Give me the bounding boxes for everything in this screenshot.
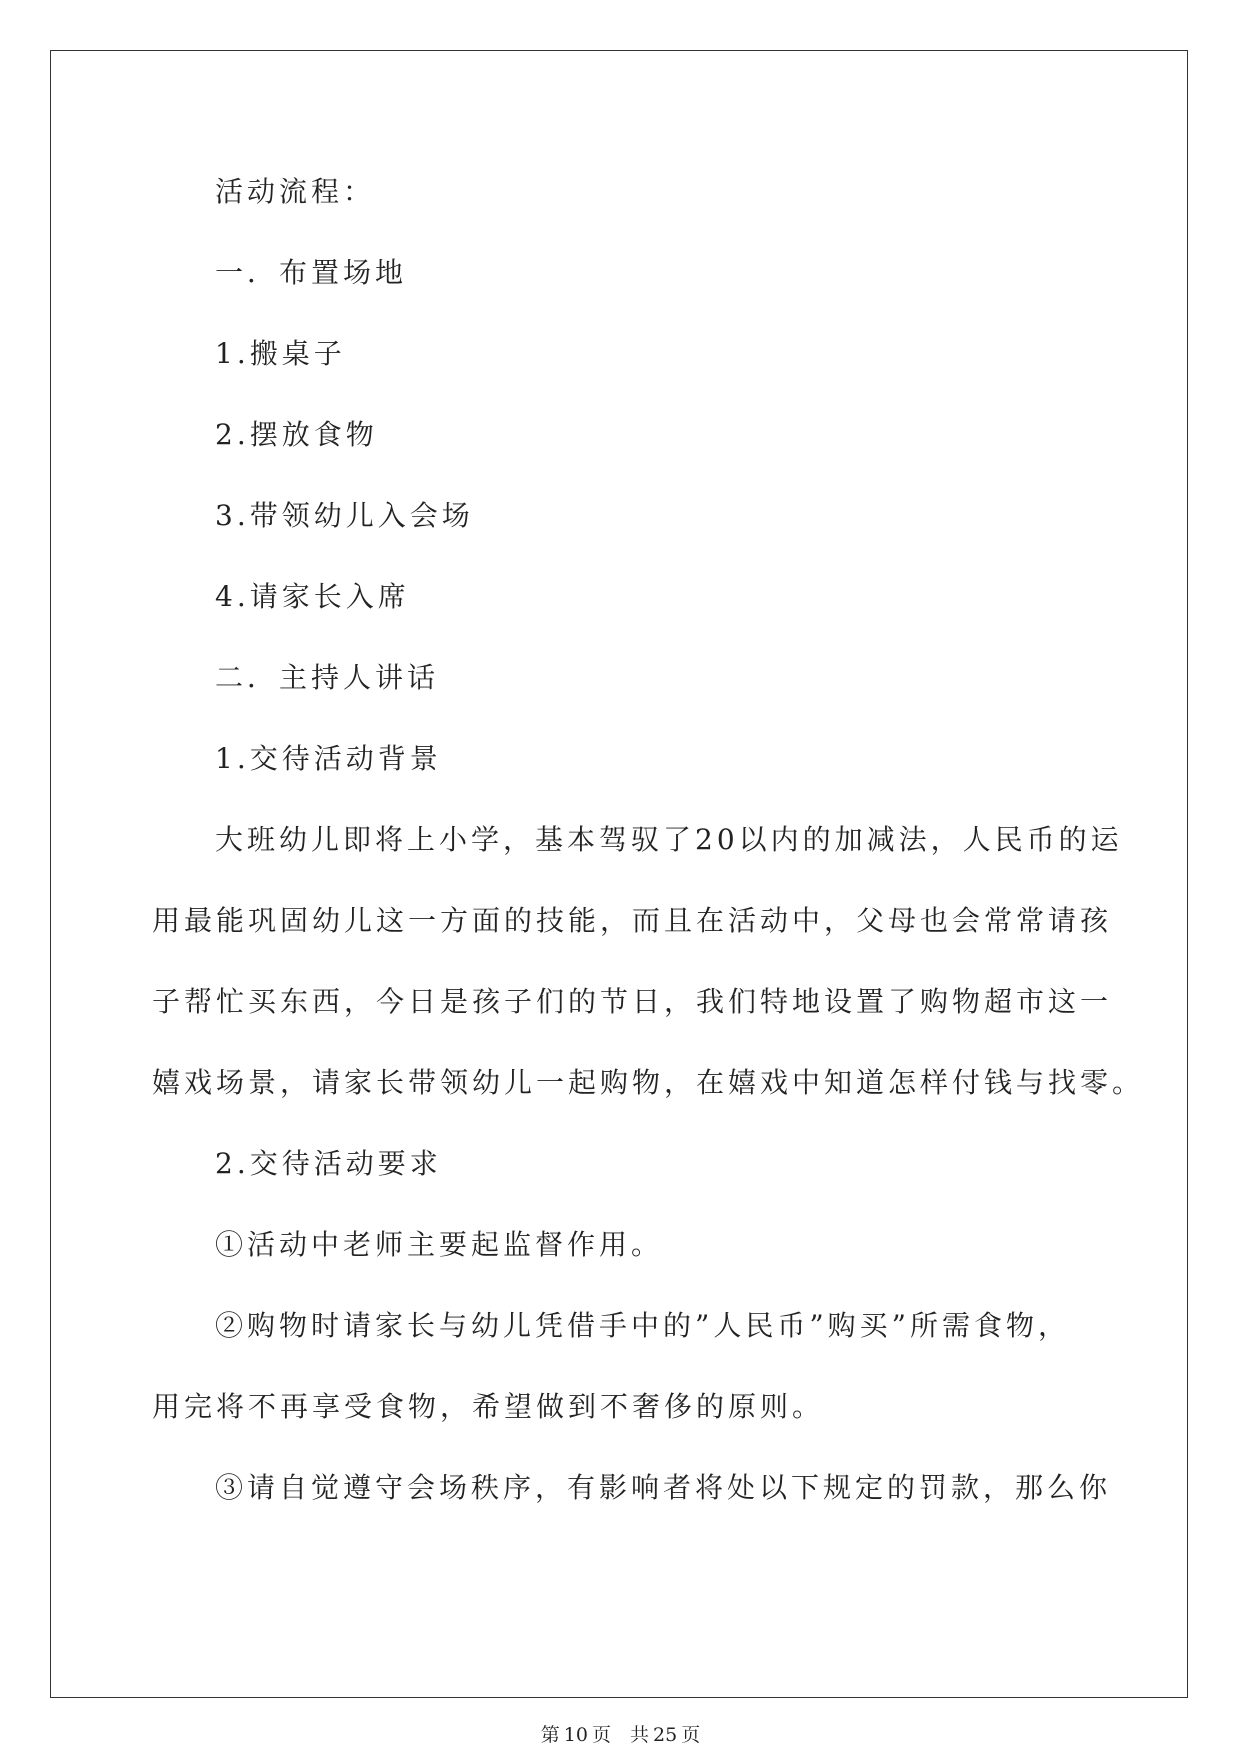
text-line: 二．主持人讲话 xyxy=(215,661,440,694)
page-total: 25 xyxy=(653,1724,678,1746)
text-line: 1.搬桌子 xyxy=(215,337,346,370)
text-line: ②购物时请家长与幼儿凭借手中的”人民币”购买”所需食物， xyxy=(215,1309,1070,1342)
text-line: 1.交待活动背景 xyxy=(215,742,442,775)
text-line: 大班幼儿即将上小学，基本驾驭了20以内的加减法，人民币的运 xyxy=(215,823,1123,856)
page-label-mid: 页 共 xyxy=(591,1724,649,1746)
text-line: 一．布置场地 xyxy=(215,256,408,289)
text-line: ③请自觉遵守会场秩序，有影响者将处以下规定的罚款，那么你 xyxy=(215,1471,1112,1504)
text-line: 4.请家长入席 xyxy=(215,580,410,613)
text-line: 3.带领幼儿入会场 xyxy=(215,499,474,532)
text-line: 2.交待活动要求 xyxy=(215,1147,442,1180)
page-label-pre: 第 xyxy=(540,1724,560,1746)
text-line: 2.摆放食物 xyxy=(215,418,378,451)
text-line: 活动流程： xyxy=(215,175,376,208)
page-label-post: 页 xyxy=(681,1724,701,1746)
page-border xyxy=(50,50,1188,1698)
text-line: ①活动中老师主要起监督作用。 xyxy=(215,1228,664,1261)
page-footer xyxy=(0,1720,1241,1747)
text-line: 用完将不再享受食物，希望做到不奢侈的原则。 xyxy=(152,1390,825,1423)
text-line: 嬉戏场景，请家长带领幼儿一起购物，在嬉戏中知道怎样付钱与找零。 xyxy=(152,1066,1145,1099)
text-line: 子帮忙买东西，今日是孩子们的节日，我们特地设置了购物超市这一 xyxy=(152,985,1113,1018)
text-line: 用最能巩固幼儿这一方面的技能，而且在活动中，父母也会常常请孩 xyxy=(152,904,1113,937)
page-current: 10 xyxy=(563,1724,588,1746)
